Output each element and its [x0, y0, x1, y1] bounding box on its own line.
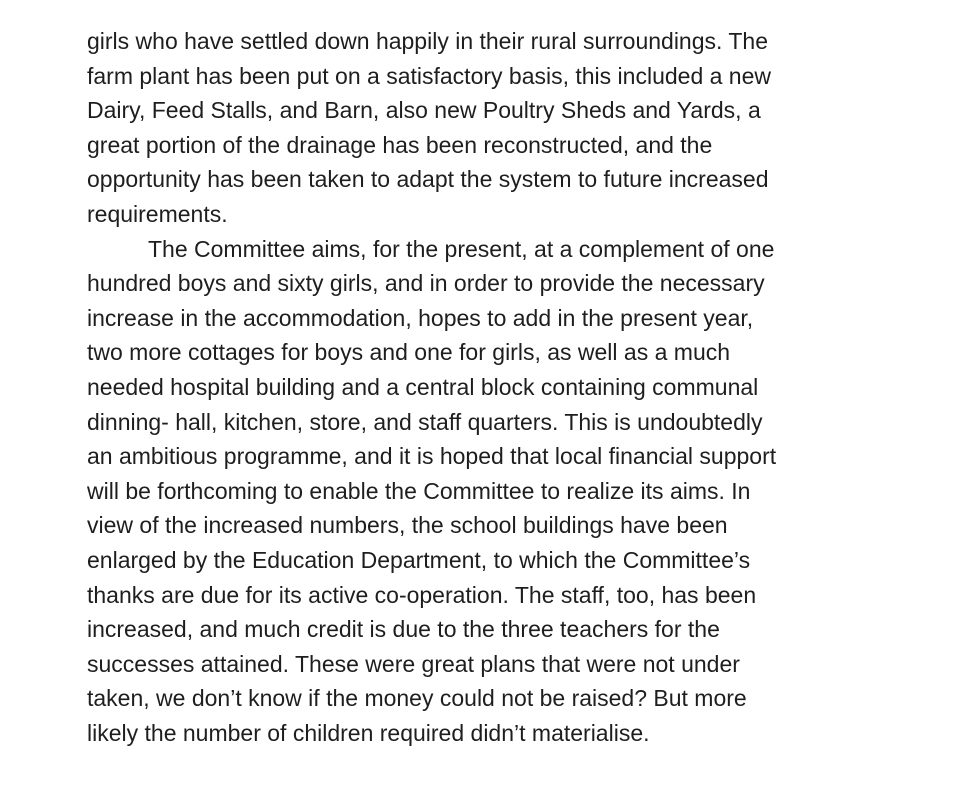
text-line: likely the number of children required didn’t materialise. — [87, 719, 650, 746]
text-line: hundred boys and sixty girls, and in order to provide the necessary — [87, 270, 765, 297]
text-line: opportunity has been taken to adapt the system to future increased — [87, 166, 769, 193]
text-line: girls who have settled down happily in their rural surroundings. The — [87, 28, 769, 54]
text-line: view of the increased numbers, the school buildings have been — [87, 512, 728, 539]
text-line: farm plant has been put on a satisfactory basis, this included a new — [87, 62, 772, 89]
text-line: thanks are due for its active co-operation. The staff, too, has been — [87, 581, 757, 608]
text-line: will be forthcoming to enable the Committee to realize its aims. In — [87, 477, 751, 504]
text-line: increase in the accommodation, hopes to add in the present year, — [87, 304, 754, 331]
text-line: Dairy, Feed Stalls, and Barn, also new Poultry Sheds and Yards, a — [87, 97, 761, 124]
text-line: two more cottages for boys and one for girls, as well as a much — [87, 339, 731, 366]
text-line: great portion of the drainage has been reconstructed, and the — [87, 131, 713, 158]
text-line: needed hospital building and a central block containing communal — [87, 373, 759, 400]
paragraph-start-line: The Committee aims, for the present, at a complement of one — [148, 235, 775, 262]
text-line: successes attained. These were great plans that were not under — [87, 650, 740, 677]
text-line: enlarged by the Education Department, to which the Committee’s — [87, 546, 751, 573]
text-line: requirements. — [87, 200, 228, 227]
document-text — [87, 24, 967, 750]
text-line: increased, and much credit is due to the three teachers for the — [87, 616, 720, 643]
text-line: taken, we don’t know if the money could not be raised? But more — [87, 685, 747, 712]
text-line: dinning- hall, kitchen, store, and staff quarters. This is undoubtedly — [87, 408, 763, 435]
text-line: an ambitious programme, and it is hoped that local financial support — [87, 443, 777, 470]
